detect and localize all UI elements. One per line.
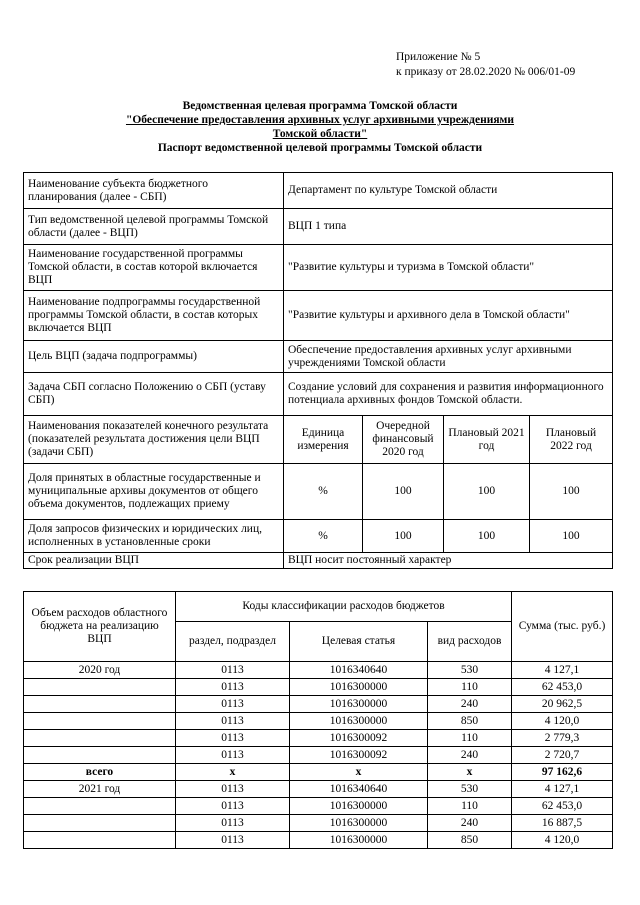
type-label: Тип ведомственной целевой программы Томской области (далее - ВЦП) [24, 209, 284, 245]
expense-kind: 240 [428, 815, 512, 832]
table-row [24, 520, 613, 553]
table-header-row [24, 592, 613, 622]
table-row [24, 730, 613, 747]
expense-year [24, 798, 176, 815]
appendix-number: Приложение № 5 [396, 51, 481, 63]
year-2022-header: Плановый 2022 год [530, 416, 613, 464]
expense-year [24, 679, 176, 696]
expense-kind: 530 [428, 781, 512, 798]
type-value: ВЦП 1 типа [284, 209, 613, 245]
expense-year [24, 747, 176, 764]
expense-target: x [290, 764, 428, 781]
table-row [24, 341, 613, 373]
table-row [24, 291, 613, 341]
expense-kind: 110 [428, 679, 512, 696]
term-label: Срок реализации ВЦП [24, 553, 284, 569]
subject-label: Наименование субъекта бюджетного планирования (далее - СБП) [24, 173, 284, 209]
appendix-order: к приказу от 28.02.2020 № 006/01-09 [396, 66, 576, 78]
indicator-value-2021: 100 [444, 464, 530, 520]
expense-section: 0113 [176, 662, 290, 679]
expense-target: 1016300000 [290, 815, 428, 832]
expense-year: 2021 год [24, 781, 176, 798]
table-row [24, 798, 613, 815]
expense-kind: 110 [428, 730, 512, 747]
expense-section: 0113 [176, 713, 290, 730]
expense-kind: 530 [428, 662, 512, 679]
expense-kind: 850 [428, 713, 512, 730]
indicator-value-2020: 100 [363, 464, 444, 520]
table-row [24, 553, 613, 569]
section-header: раздел, подраздел [176, 622, 290, 662]
expense-section: 0113 [176, 730, 290, 747]
expense-target: 1016300000 [290, 679, 428, 696]
indicator-name: Доля запросов физических и юридических лиц, исполненных в установленные сроки [24, 520, 284, 553]
expense-year [24, 730, 176, 747]
codes-header: Коды классификации расходов бюджетов [176, 592, 512, 622]
indicator-value-2020: 100 [363, 520, 444, 553]
expense-sum: 62 453,0 [512, 798, 613, 815]
expense-section: 0113 [176, 832, 290, 849]
expense-year [24, 696, 176, 713]
expense-target: 1016300000 [290, 798, 428, 815]
indicator-name: Доля принятых в областные государственные и муниципальные архивы документов от общего объема документов, подлежащих приему [24, 464, 284, 520]
expense-sum: 4 120,0 [512, 713, 613, 730]
expense-section: 0113 [176, 696, 290, 713]
expense-sum: 16 887,5 [512, 815, 613, 832]
task-value: Создание условий для сохранения и развития информационного потенциала архивных фондов Томской области. [284, 373, 613, 416]
goal-value: Обеспечение предоставления архивных услуг архивными учреждениями Томской области [284, 341, 613, 373]
expense-section: 0113 [176, 747, 290, 764]
expense-section: 0113 [176, 679, 290, 696]
table-row [24, 173, 613, 209]
expense-sum: 4 120,0 [512, 832, 613, 849]
program-name-line1: "Обеспечение предоставления архивных услуг архивными учреждениями [125, 114, 515, 126]
expense-year [24, 713, 176, 730]
expense-target: 1016300000 [290, 696, 428, 713]
subject-value: Департамент по культуре Томской области [284, 173, 613, 209]
expense-target: 1016300092 [290, 747, 428, 764]
expense-year: всего [24, 764, 176, 781]
expense-target: 1016300000 [290, 832, 428, 849]
table-row [24, 416, 613, 464]
table-row [24, 464, 613, 520]
goal-label: Цель ВЦП (задача подпрограммы) [24, 341, 284, 373]
expense-kind: 240 [428, 747, 512, 764]
table-row [24, 373, 613, 416]
subprogram-label: Наименование подпрограммы государственной программы Томской области, в состав которых включается ВЦП [24, 291, 284, 341]
year-2020-header: Очередной финансовый 2020 год [363, 416, 444, 464]
table-row [24, 662, 613, 679]
document-heading [0, 99, 640, 155]
indicators-label: Наименования показателей конечного результата (показателей результата достижения цели ВЦП (задачи СБП) [24, 416, 284, 464]
expense-sum: 4 127,1 [512, 781, 613, 798]
table-row [24, 209, 613, 245]
expense-sum: 2 779,3 [512, 730, 613, 747]
expense-sum: 2 720,7 [512, 747, 613, 764]
table-row [24, 781, 613, 798]
indicator-value-2022: 100 [530, 520, 613, 553]
task-label: Задача СБП согласно Положению о СБП (уставу СБП) [24, 373, 284, 416]
expense-target: 1016300092 [290, 730, 428, 747]
indicator-unit: % [284, 464, 363, 520]
sum-header: Сумма (тыс. руб.) [512, 592, 613, 662]
volume-header: Объем расходов областного бюджета на реализацию ВЦП [24, 592, 176, 662]
kind-header: вид расходов [428, 622, 512, 662]
expense-year [24, 832, 176, 849]
expense-section: 0113 [176, 781, 290, 798]
indicator-unit: % [284, 520, 363, 553]
appendix-note [396, 50, 575, 80]
table-row [24, 764, 613, 781]
subprogram-value: "Развитие культуры и архивного дела в Томской области" [284, 291, 613, 341]
expense-sum: 62 453,0 [512, 679, 613, 696]
unit-header: Единица измерения [284, 416, 363, 464]
passport-table [23, 172, 613, 569]
expense-kind: 240 [428, 696, 512, 713]
term-value: ВЦП носит постоянный характер [284, 553, 613, 569]
expenses-table [23, 591, 613, 849]
expense-sum: 20 962,5 [512, 696, 613, 713]
expense-section: x [176, 764, 290, 781]
year-2021-header: Плановый 2021 год [444, 416, 530, 464]
program-title: Ведомственная целевая программа Томской области [182, 100, 458, 112]
program-value: "Развитие культуры и туризма в Томской области" [284, 245, 613, 291]
indicator-value-2022: 100 [530, 464, 613, 520]
passport-title: Паспорт ведомственной целевой программы Томской области [157, 142, 483, 154]
expense-kind: 110 [428, 798, 512, 815]
table-row [24, 747, 613, 764]
expense-section: 0113 [176, 815, 290, 832]
table-row [24, 245, 613, 291]
table-row [24, 696, 613, 713]
table-row [24, 832, 613, 849]
expense-year [24, 815, 176, 832]
expense-sum: 4 127,1 [512, 662, 613, 679]
expense-sum: 97 162,6 [512, 764, 613, 781]
expense-target: 1016340640 [290, 781, 428, 798]
table-row [24, 713, 613, 730]
expense-kind: x [428, 764, 512, 781]
program-label: Наименование государственной программы Томской области, в состав которой включается ВЦП [24, 245, 284, 291]
indicator-value-2021: 100 [444, 520, 530, 553]
target-header: Целевая статья [290, 622, 428, 662]
expense-rows [24, 662, 613, 849]
expense-section: 0113 [176, 798, 290, 815]
program-name-line2: Томской области" [272, 128, 368, 140]
expense-kind: 850 [428, 832, 512, 849]
expense-year: 2020 год [24, 662, 176, 679]
table-row [24, 679, 613, 696]
expense-target: 1016300000 [290, 713, 428, 730]
expense-target: 1016340640 [290, 662, 428, 679]
table-row [24, 815, 613, 832]
